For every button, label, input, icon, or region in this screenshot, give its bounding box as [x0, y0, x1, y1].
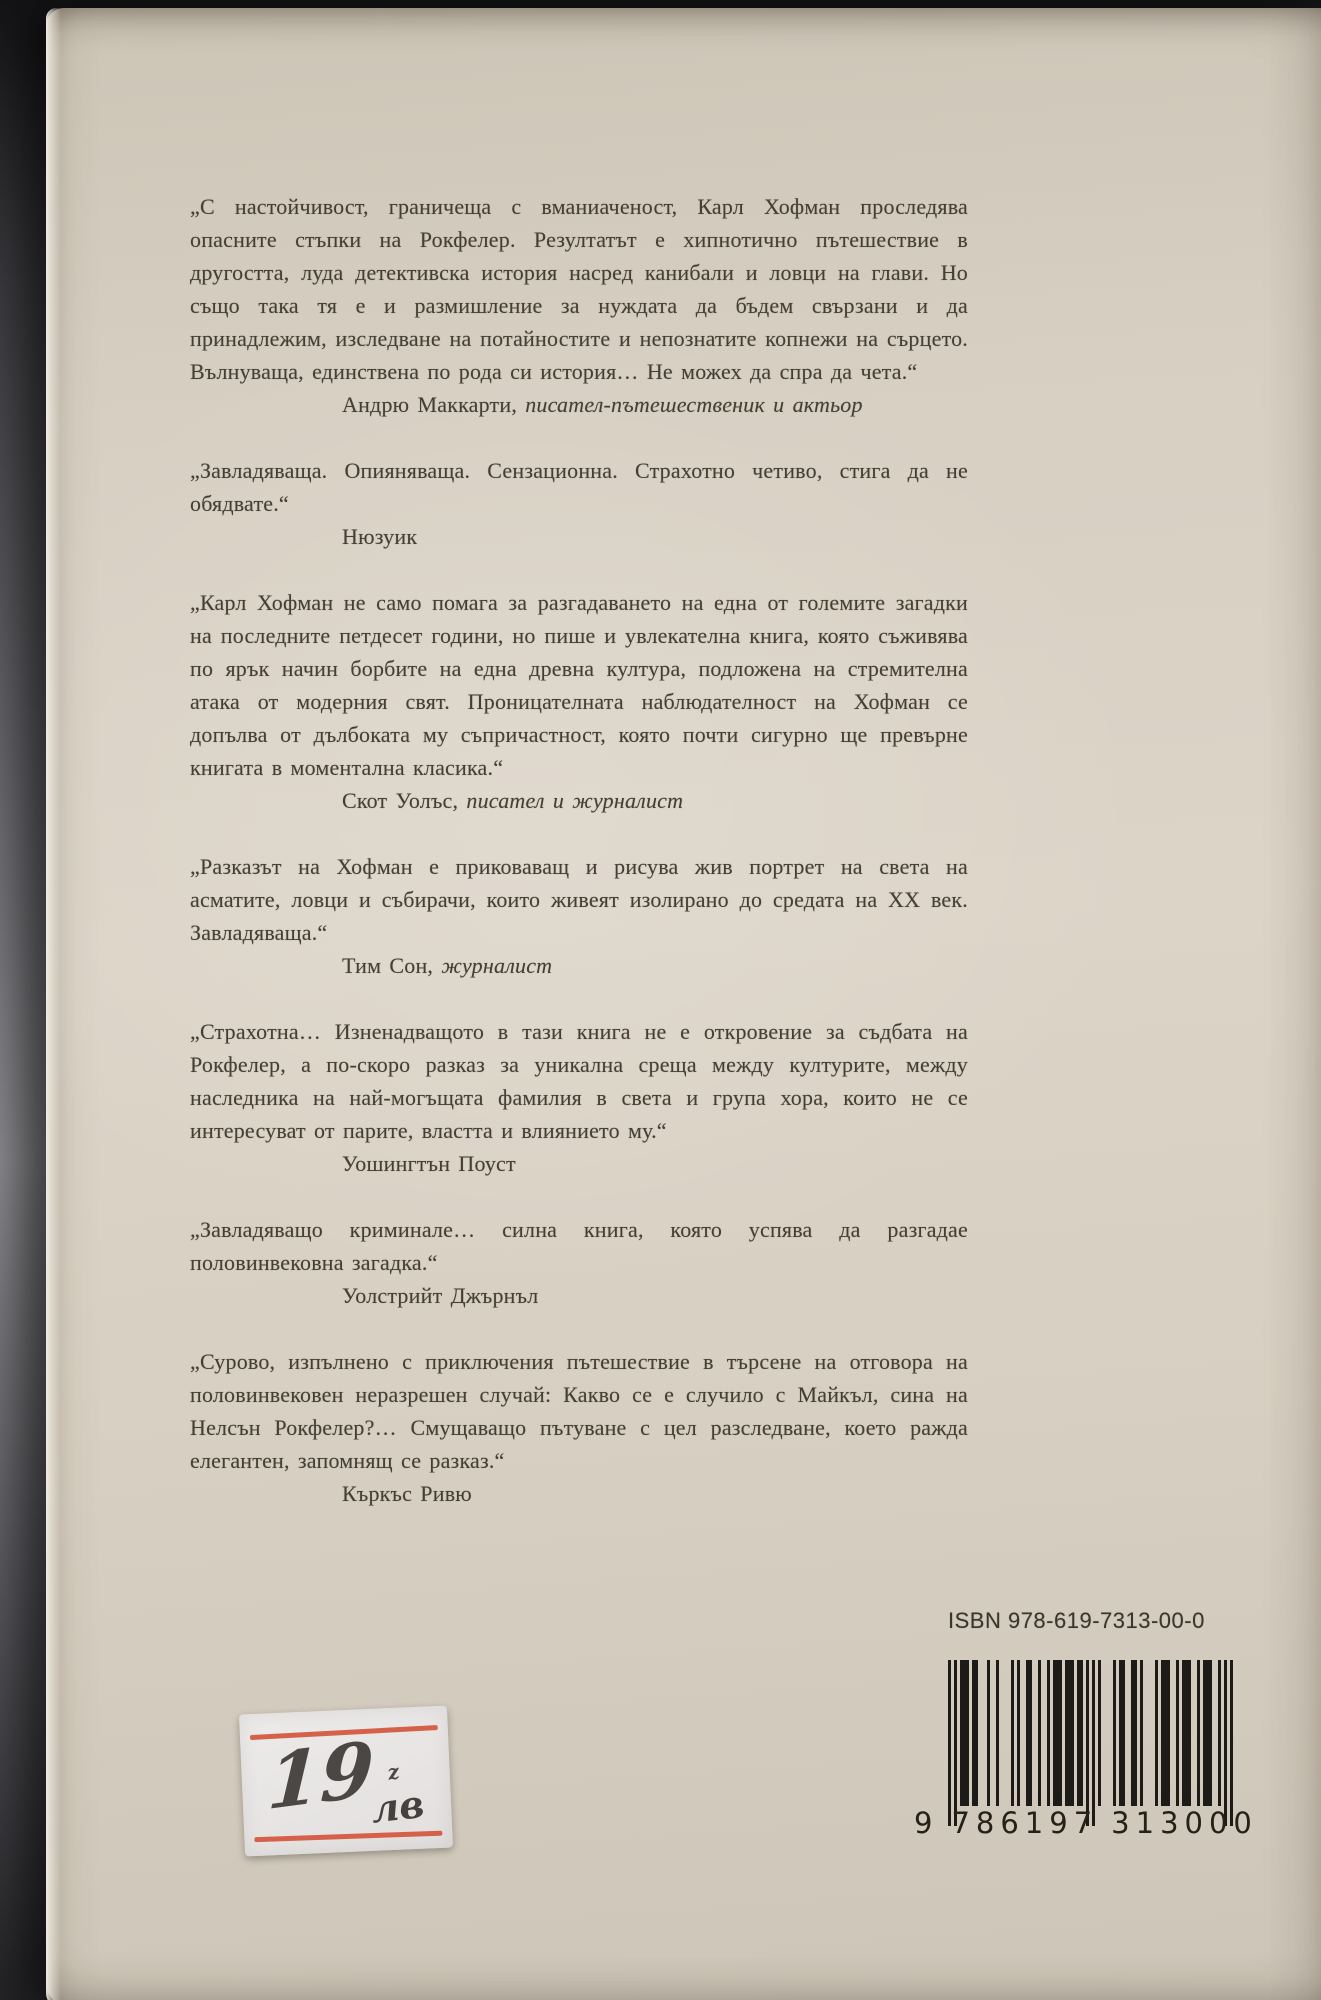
barcode-bars — [948, 1660, 1239, 1830]
quote-text: „Страхотна… Изненадващото в тази книга не е откровение за съдбата на Рокфелер, а по-скоро разказ за уникална среща между културите, между наследника на най-могъщата фамилия в света и група хора, които не се интересуват от парите, властта и влиянието му.“ — [190, 1019, 968, 1143]
quote-block — [190, 850, 968, 982]
attribution-name: Уошингтън Поуст — [342, 1151, 516, 1176]
quote-text: „Завладяващо криминале… силна книга, която успява да разгадае половинвековна загадка.“ — [190, 1217, 968, 1275]
quote-attribution — [190, 520, 968, 553]
attribution-name: Уолстрийт Джърнъл — [342, 1283, 539, 1308]
attribution-name: Андрю Маккарти, — [342, 392, 518, 417]
attribution-name: Тим Сон, — [342, 953, 434, 978]
quote-text: „Сурово, изпълнено с приключения пътешествие в търсене на отговора на половинвековен неразрешен случай: Какво се е случило с Майкъл, сина на Нелсън Рокфелер?… Смущаващо пътуване с цел разследване, което ражда елегантен, запомнящ се разказ.“ — [190, 1349, 968, 1473]
quote-attribution — [190, 949, 968, 982]
quote-block — [190, 190, 968, 421]
isbn-label: ISBN 978-619-7313-00-0 — [948, 1608, 1205, 1633]
quote-block — [190, 586, 968, 817]
attribution-name: Нюзуик — [342, 524, 418, 549]
quote-block — [190, 1015, 968, 1180]
quote-attribution — [190, 1477, 968, 1510]
attribution-role: писател-пътешественик и актьор — [525, 392, 863, 417]
quote-text: „Завладяваща. Опияняваща. Сензационна. Страхотно четиво, стига да не обядвате.“ — [190, 458, 968, 516]
quote-text: „С настойчивост, граничеща с вманиаченост, Карл Хофман проследява опасните стъпки на Рокфелер. Резултатът е хипнотично пътешествие в другостта, луда детективска история насред канибали и ловци на глави. Но също така тя е и размишление за нуждата да бъдем свързани и да принадлежим, изследване на потайностите и непознатите копнежи на сърцето. Вълнуваща, единствена по рода си история… Не можех да спра да чета.“ — [190, 194, 968, 384]
attribution-role: писател и журналист — [466, 788, 684, 813]
sticker-bottom-line — [254, 1831, 442, 1843]
attribution-name: Скот Уолъс, — [342, 788, 459, 813]
price-amount: 19 — [265, 1724, 376, 1828]
barcode-digits — [914, 1806, 1264, 1840]
quote-block — [190, 1213, 968, 1312]
barcode-digit-group: 786197 — [951, 1806, 1099, 1840]
quote-block — [190, 1345, 968, 1510]
quote-text: „Карл Хофман не само помага за разгадаването на една от големите загадки на последните петдесет години, но пише и увлекателна книга, която съживява по ярък начин борбите на една древна култура, подложена на стремителна атака от модерния свят. Проницателната наблюдателност на Хофман се допълва от дълбоката му съпричастност, която почти сигурно ще превърне книгата в моментална класика.“ — [190, 590, 968, 780]
quote-block — [190, 454, 968, 553]
quote-attribution — [190, 388, 968, 421]
quote-text: „Разказът на Хофман е приковаващ и рисува жив портрет на света на асматите, ловци и събирачи, които живеят изолирано до средата на XX век. Завладяваща.“ — [190, 854, 968, 945]
price-currency: лв — [368, 1780, 427, 1832]
barcode — [914, 1660, 1278, 1860]
attribution-name: Къркъс Ривю — [342, 1481, 472, 1506]
barcode-digit-group: 313000 — [1111, 1806, 1258, 1840]
price-sticker — [239, 1706, 453, 1857]
review-quotes — [190, 190, 968, 1543]
book-back-cover — [46, 8, 1321, 2000]
barcode-digit-group: 9 — [914, 1806, 939, 1840]
attribution-role: журналист — [441, 953, 553, 978]
quote-attribution — [190, 784, 968, 817]
price-mark: z — [385, 1759, 402, 1785]
quote-attribution — [190, 1147, 968, 1180]
quote-attribution — [190, 1279, 968, 1312]
book-page-edge — [46, 8, 61, 2000]
